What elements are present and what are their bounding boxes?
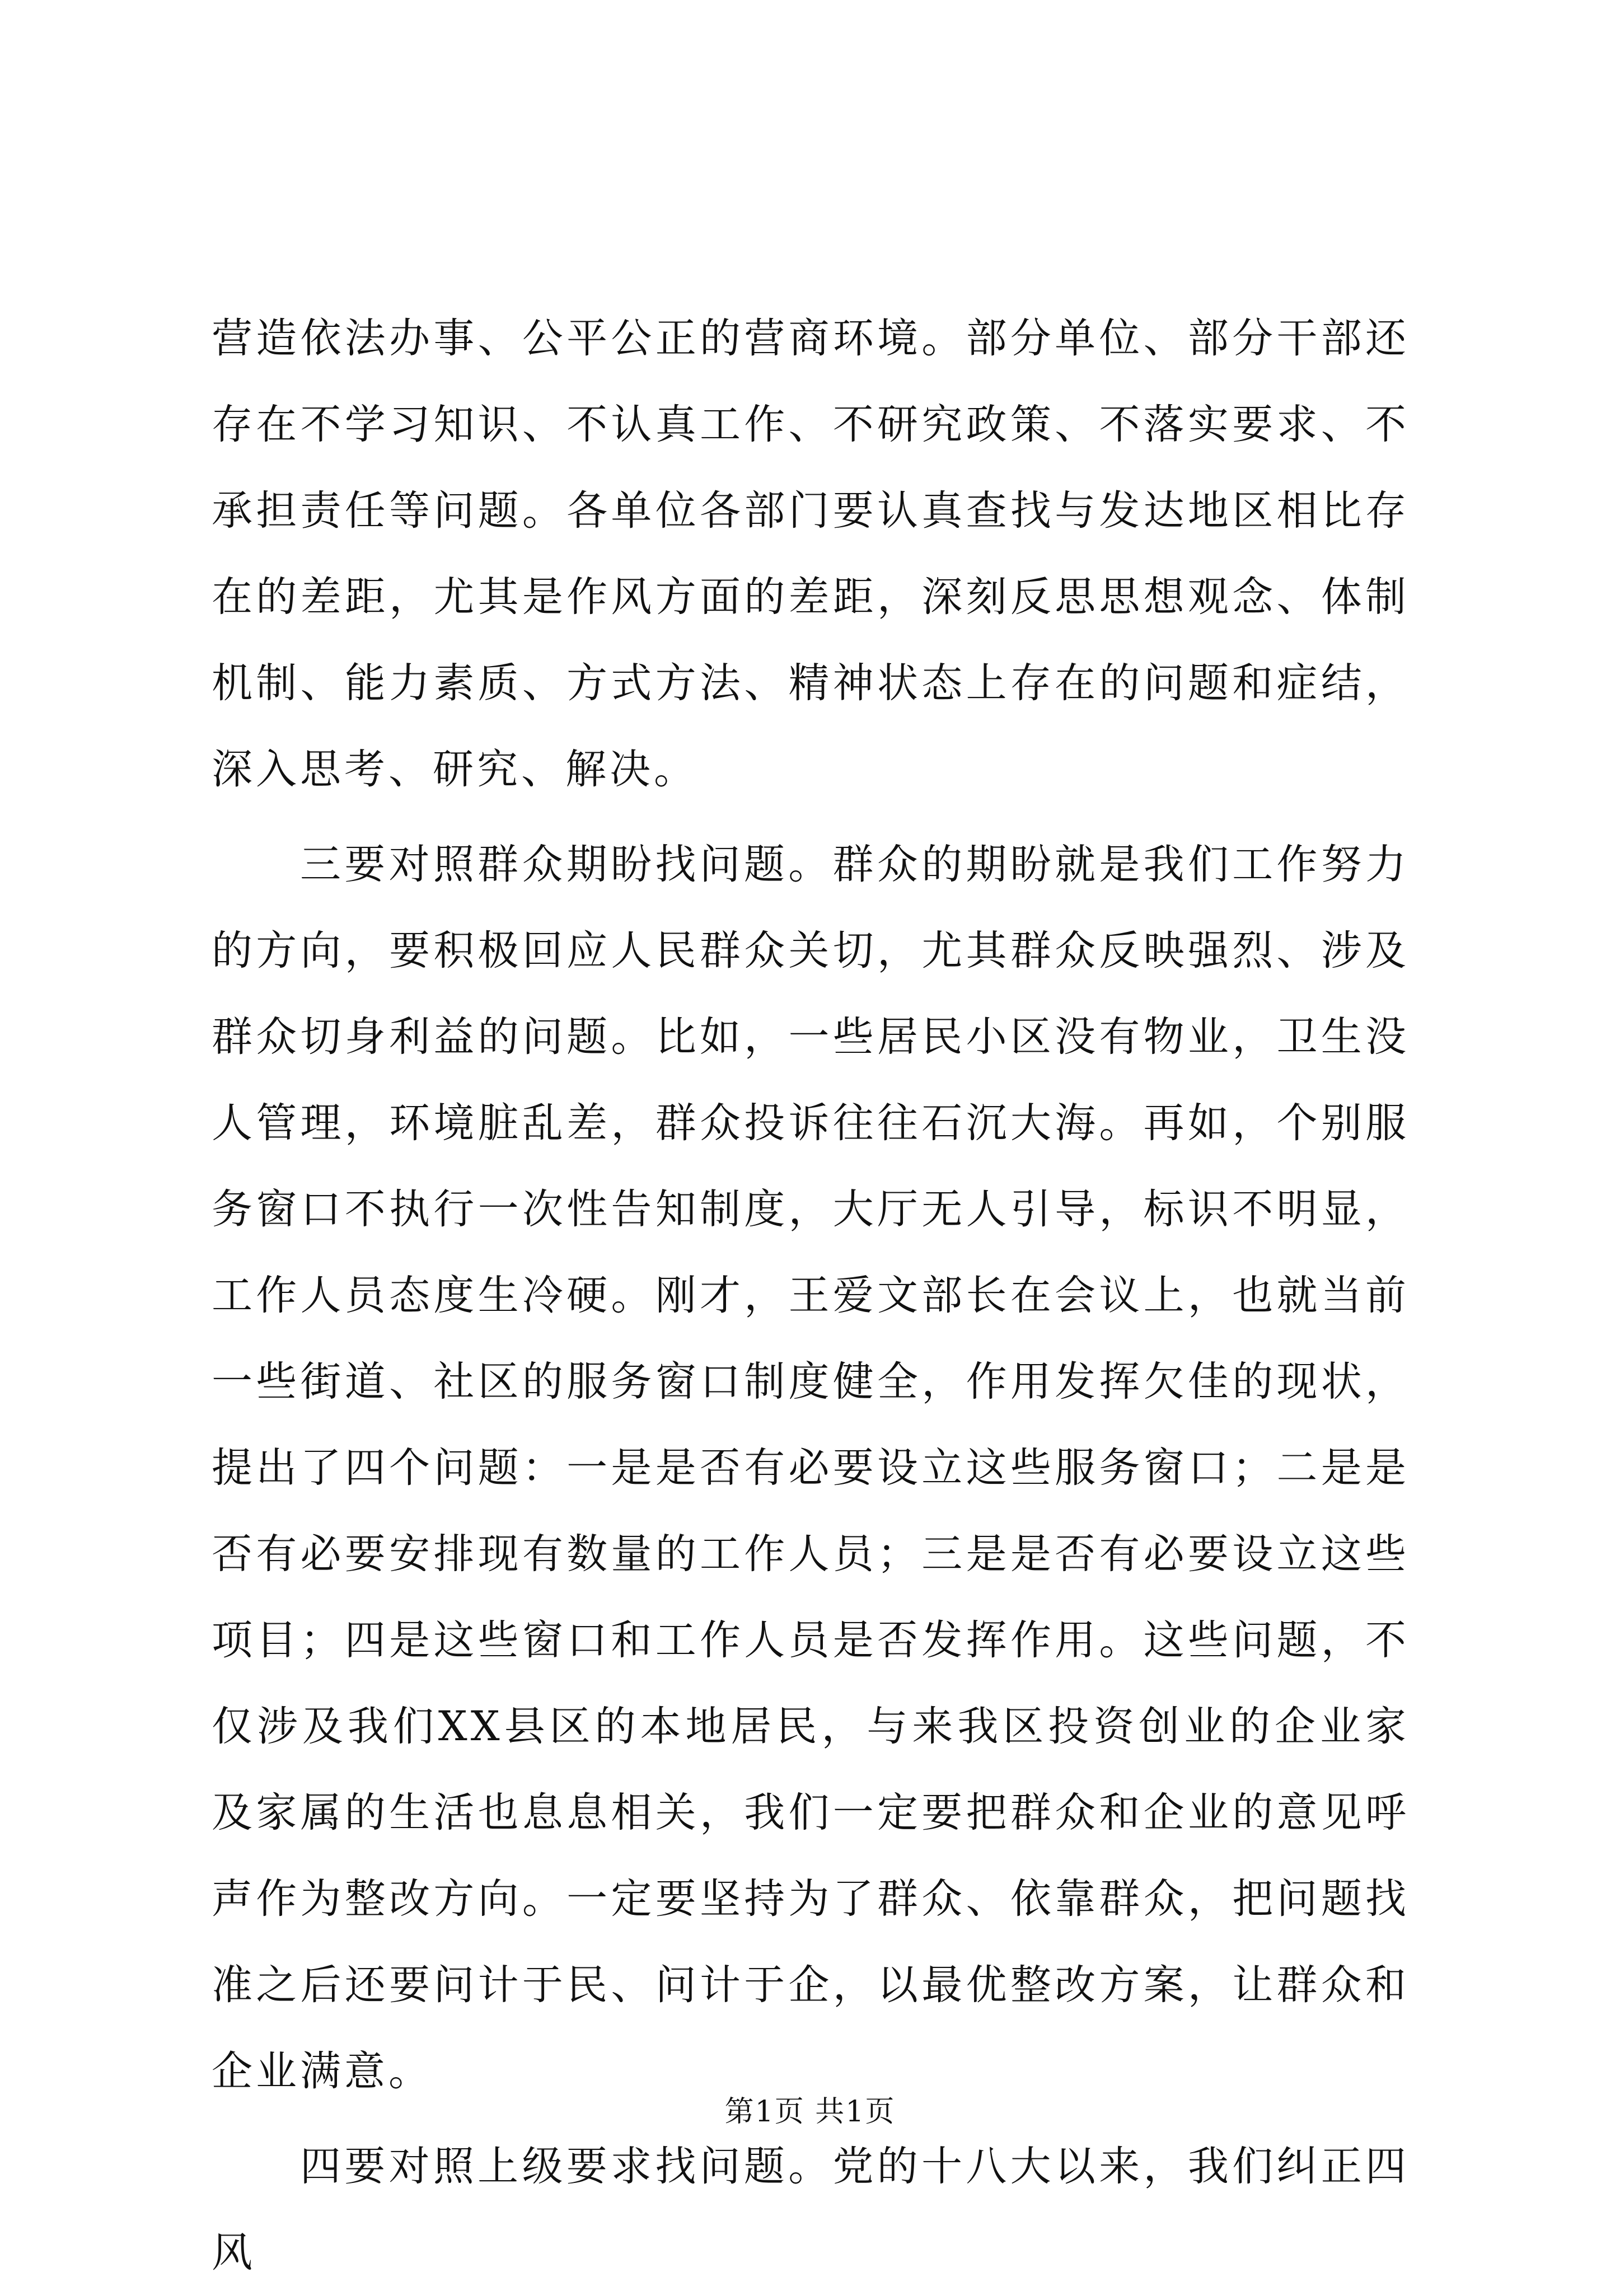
paragraph-fourth-requirement: 四要对照上级要求找问题。党的十八大以来，我们纠正四风 — [212, 2143, 1410, 2276]
paragraph-third-requirement: 三要对照群众期盼找问题。群众的期盼就是我们工作努力的方向，要积极回应人民群众关切，尤其群众反映强烈、涉及群众切身利益的问题。比如，一些居民小区没有物业，卫生没人管理，环境脏乱差，群众投诉往往石沉大海。再如，个别服务窗口不执行一次性告知制度，大厅无人引导，标识不明显，工作人员态度生冷硬。刚才，王爱文部长在会议上，也就当前一些街道、社区的服务窗口制度健全，作用发挥欠佳的现状，提出了四个问题：一是是否有必要设立这些服务窗口；二是是否有必要安排现有数量的工作人员；三是是否有必要设立这些项目；四是这些窗口和工作人员是否发挥作用。这些问题，不仅涉及我们XX县区的本地居民，与来我区投资创业的企业家及家属的生活也息息相关，我们一定要把群众和企业的意见呼声作为整改方向。一定要坚持为了群众、依靠群众，把问题找准之后还要问计于民、问计于企，以最优整改方案，让群众和企业满意。 — [212, 841, 1410, 2095]
paragraph-continuation: 营造依法办事、公平公正的营商环境。部分单位、部分干部还存在不学习知识、不认真工作、不研究政策、不落实要求、不承担责任等问题。各单位各部门要认真查找与发达地区相比存在的差距，尤其是作风方面的差距，深刻反思思想观念、体制机制、能力素质、方式方法、精神状态上存在的问题和症结，深入思考、研究、解决。 — [212, 315, 1410, 793]
page-footer: 第1页 共1页 — [724, 2095, 896, 2129]
document-body — [212, 296, 1410, 2296]
